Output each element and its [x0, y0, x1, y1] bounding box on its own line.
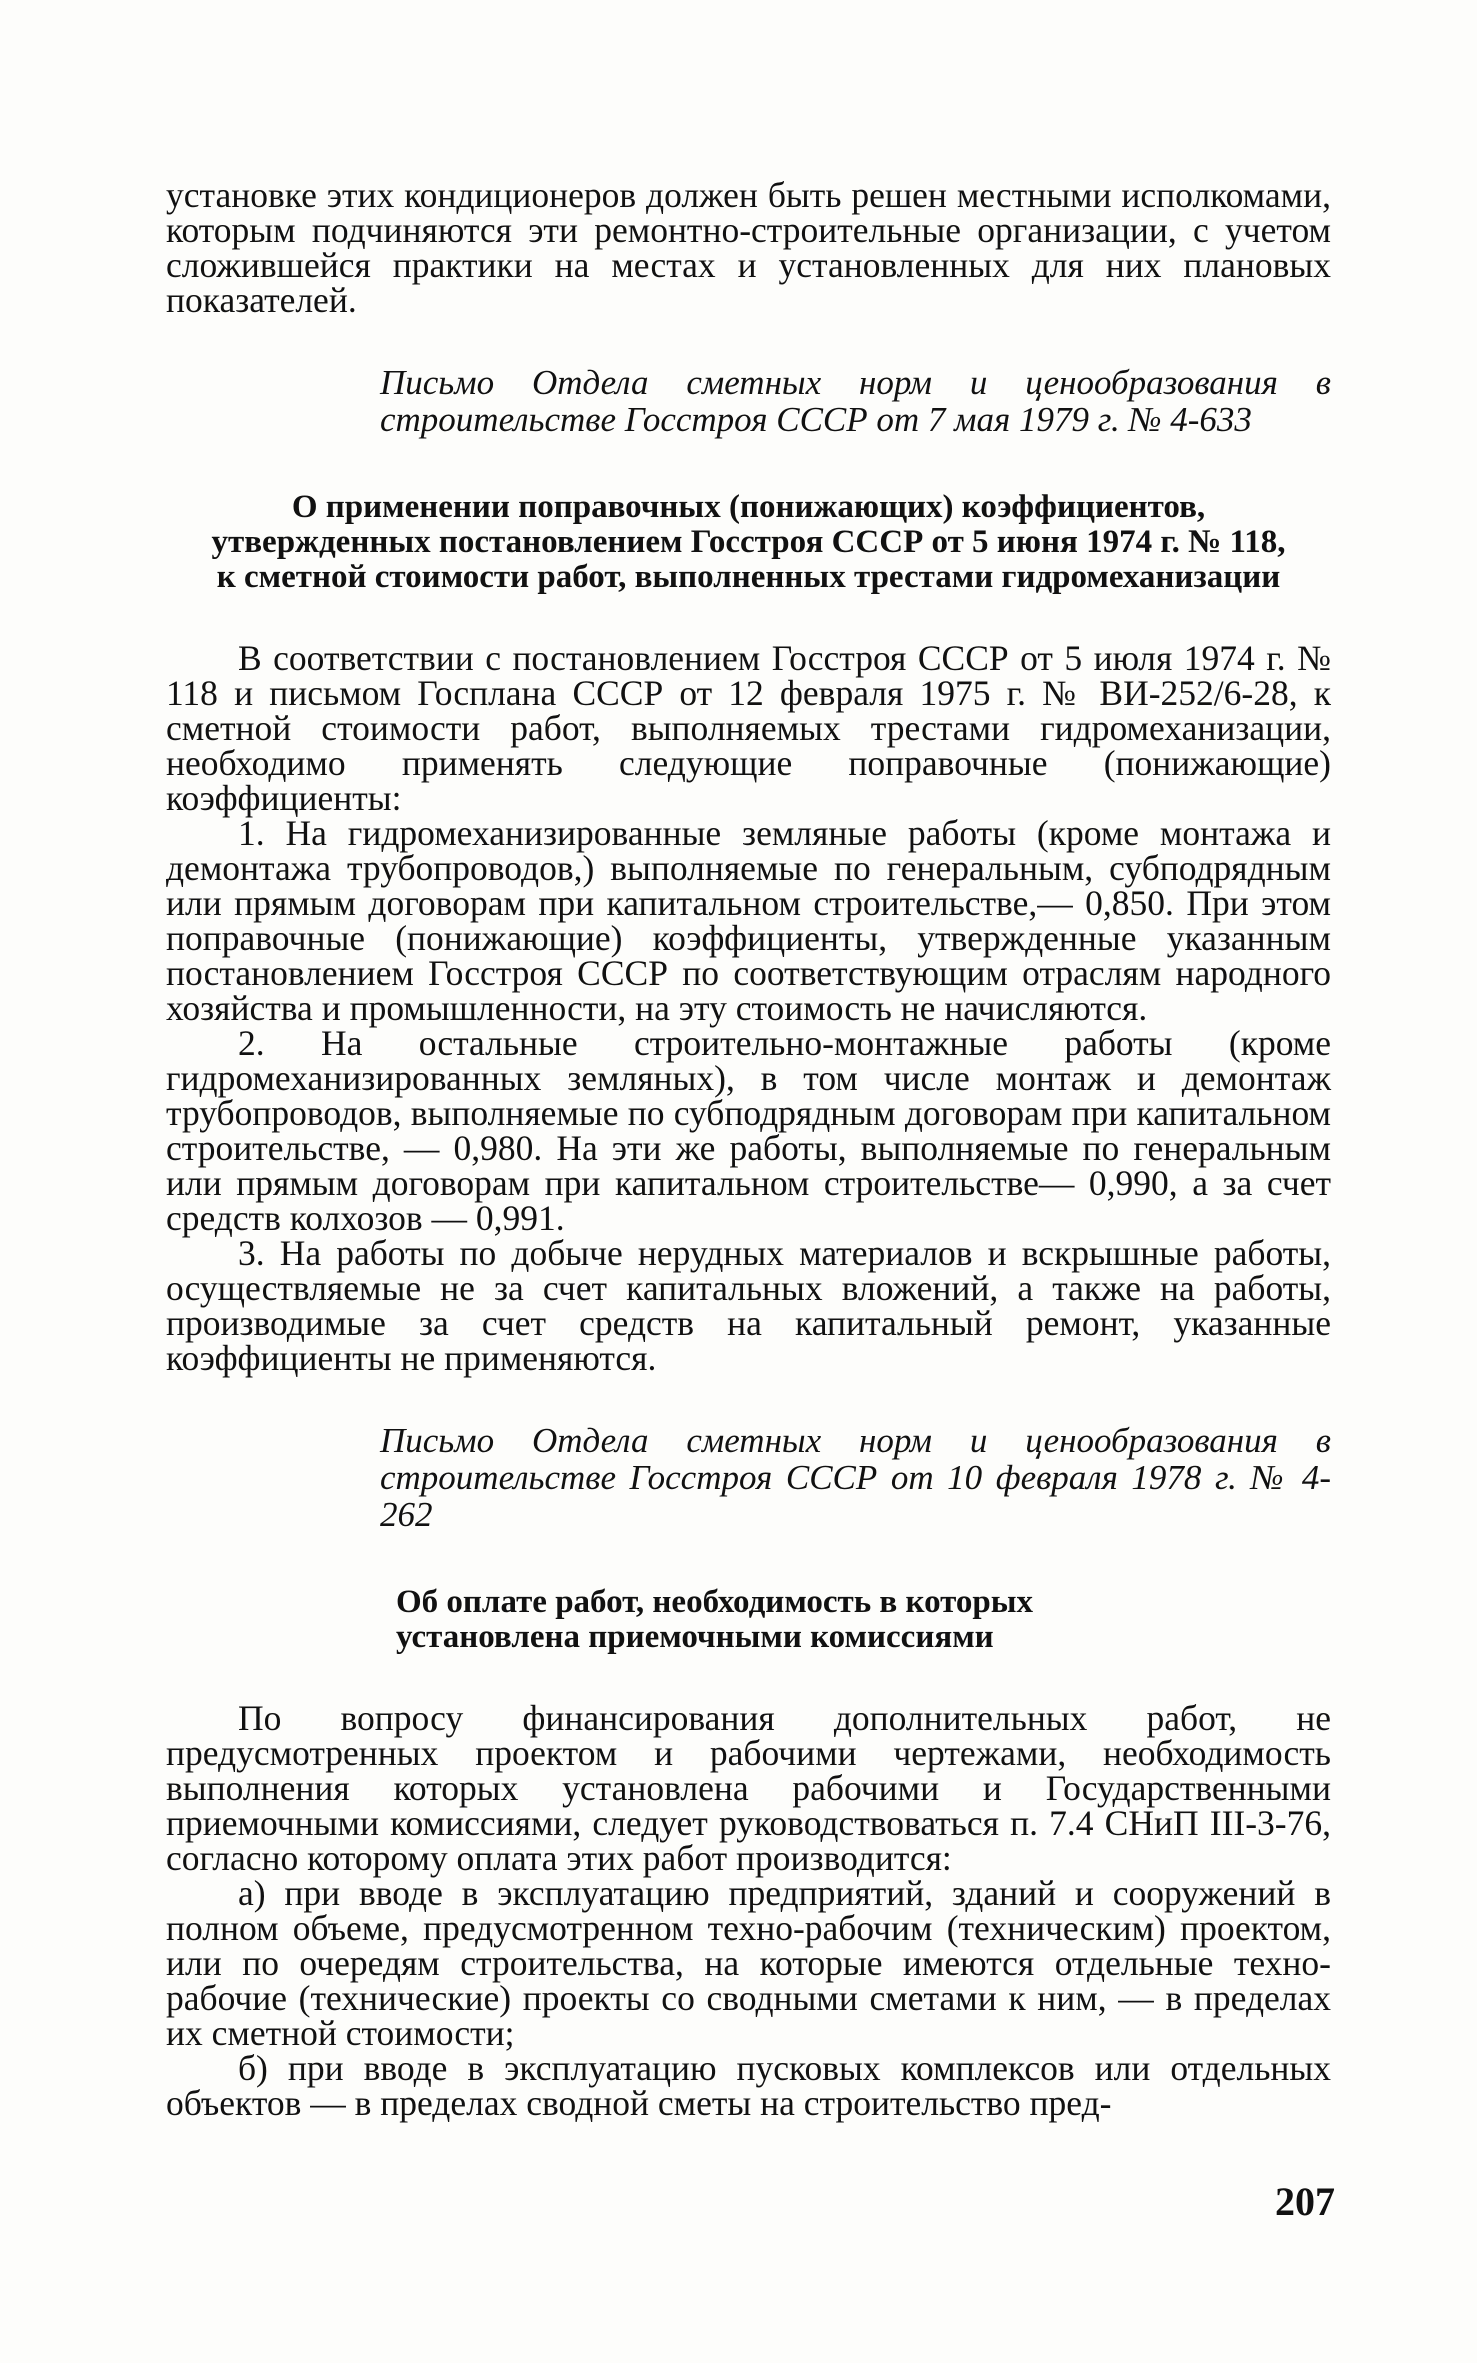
section-heading-2: Об оплате работ, необходимость в которых установлена приемочными комиссиями: [396, 1584, 1034, 1655]
section-2-item-b: б) при вводе в эксплуатацию пусковых комплексов или отдельных объектов — в пределах сводной сметы на строительство пред-: [166, 2048, 1331, 2123]
section-1-paragraph: В соответствии с постановлением Госстроя СССР от 5 июля 1974 г. № 118 и письмом Госплана СССР от 12 февраля 1975 г. № ВИ-252/6-28, к сметной стоимости работ, выполняемых трестами гидромеханизации, необходимо применять следующие поправочные (понижающие) коэффициенты:: [166, 638, 1331, 818]
section-2-item-a: а) при вводе в эксплуатацию предприятий, зданий и сооружений в полном объеме, предусмотренном техно-рабочим (техническим) проектом, или по очередям строительства, на которые имеются отдельные техно-рабочие (технические) проекты со сводными сметами к ним, — в пределах их сметной стоимости;: [166, 1873, 1331, 2053]
source-citation-1: Письмо Отдела сметных норм и ценообразования в строительстве Госстроя СССР от 7 мая 1979 г. № 4-633: [380, 363, 1331, 439]
section-2-paragraph: По вопросу финансирования дополнительных работ, не предусмотренных проектом и рабочими чертежами, необходимость выполнения которых установлена рабочими и Государственными приемочными комиссиями, следует руководствоваться п. 7.4 СНиП III-3-76, согласно которому оплата этих работ производится:: [166, 1698, 1331, 1878]
section-1-item-3: 3. На работы по добыче нерудных материалов и вскрышные работы, осуществляемые не за счет капитальных вложений, а также на работы, производимые за счет средств на капитальный ремонт, указанные коэффициенты не применяются.: [166, 1233, 1331, 1378]
section-heading-1: О применении поправочных (понижающих) коэффициентов, утвержденных постановлением Госстроя СССР от 5 июня 1974 г. № 118, к сметной стоимости работ, выполненных трестами гидромеханизации: [211, 489, 1286, 595]
page-number: 207: [1275, 2179, 1335, 2224]
section-1-item-2: 2. На остальные строительно-монтажные работы (кроме гидромеханизированных земляных), в том числе монтаж и демонтаж трубопроводов, выполняемые по субподрядным договорам при капитальном строительстве, — 0,980. На эти же работы, выполняемые по генеральным или прямым договорам при капитальном строительстве— 0,990, а за счет средств колхозов — 0,991.: [166, 1023, 1331, 1238]
text-column: [166, 175, 1331, 2123]
intro-paragraph: установке этих кондиционеров должен быть решен местными исполкомами, которым подчиняются эти ремонтно-строительные организации, с учетом сложившейся практики на местах и установленных для них плановых показателей.: [166, 175, 1331, 320]
section-1-item-1: 1. На гидромеханизированные земляные работы (кроме монтажа и демонтажа трубопроводов,) выполняемые по генеральным, субподрядным или прямым договорам при капитальном строительстве,— 0,850. При этом поправочные (понижающие) коэффициенты, утвержденные указанным постановлением Госстроя СССР по соответствующим отраслям народного хозяйства и промышленности, на эту стоимость не начисляются.: [166, 813, 1331, 1028]
source-citation-2: Письмо Отдела сметных норм и ценообразования в строительстве Госстроя СССР от 10 февраля 1978 г. № 4-262: [380, 1421, 1331, 1534]
